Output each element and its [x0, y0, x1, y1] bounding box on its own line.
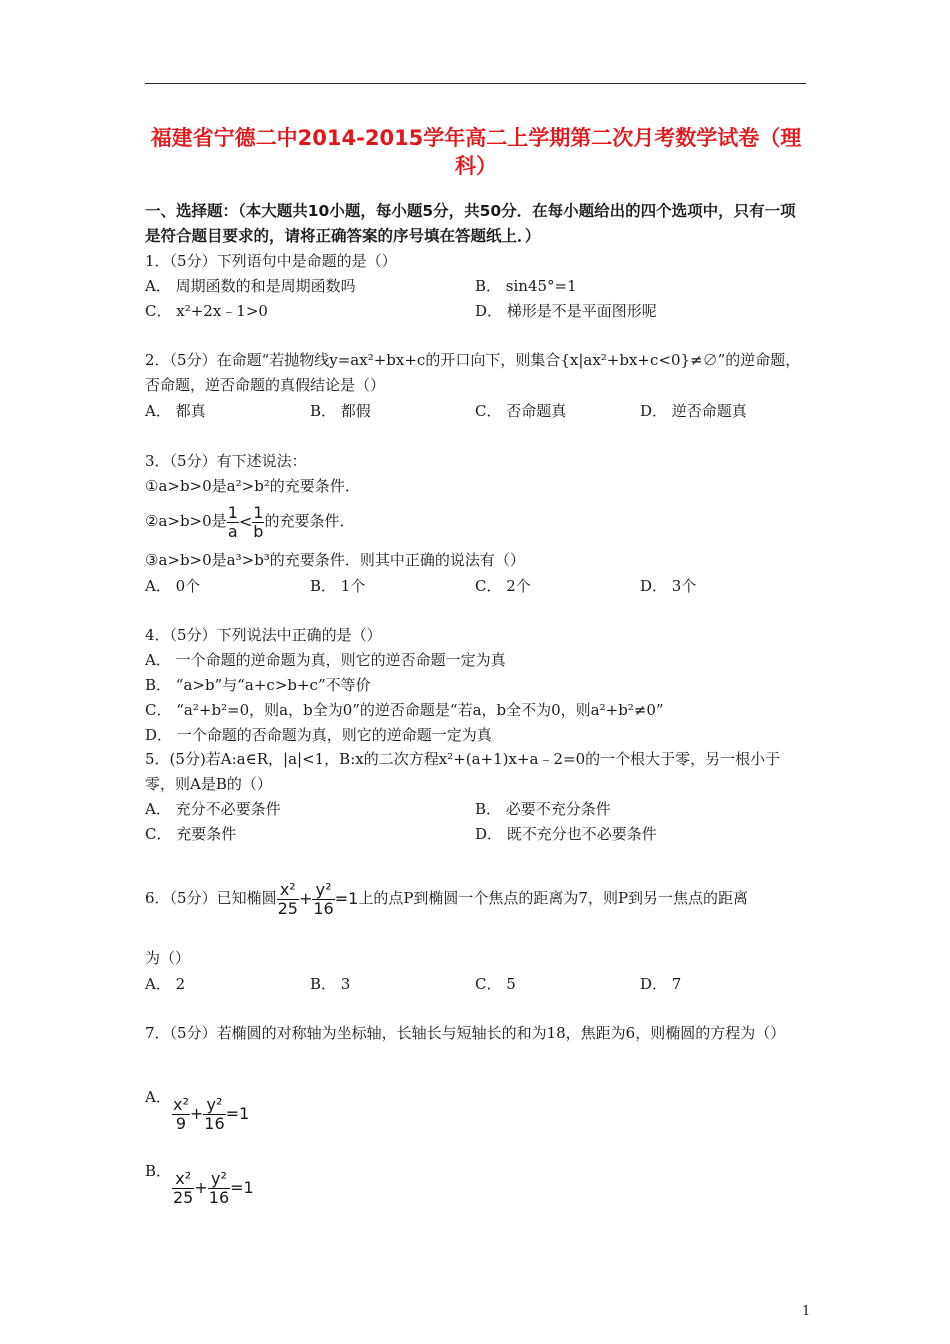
q6-stem-suffix: 上的点P到椭圆一个焦点的距离为7，则P到另一焦点的距离 [358, 889, 749, 907]
fraction-denominator: 25 [277, 898, 298, 918]
fraction-denominator: 16 [313, 898, 334, 918]
fraction-denominator: 16 [204, 1113, 225, 1133]
q2-option-b: B． 都假 [310, 402, 371, 420]
plus-symbol: + [298, 889, 313, 908]
q3-statement-2-suffix: 的充要条件． [264, 512, 355, 530]
q3-option-b: B． 1个 [310, 577, 366, 595]
fraction-x-squared-over-25 [172, 1170, 194, 1207]
fraction-denominator: 9 [172, 1114, 190, 1133]
fraction-1-over-b [252, 504, 264, 541]
q3-option-a: A． 0个 [145, 577, 201, 595]
fraction-numerator: 1 [227, 502, 238, 522]
equals-one: =1 [334, 889, 359, 908]
fraction-numerator: x² [279, 879, 296, 899]
q7-stem: 7．（5分）若椭圆的对称轴为坐标轴，长轴长与短轴长的和为18，焦距为6，则椭圆的方程为（） [145, 1024, 786, 1042]
q6-stem-prefix: 6．（5分）已知椭圆 [145, 889, 277, 907]
page-number: 1 [802, 1304, 811, 1319]
q2-stem: 2．（5分）在命题“若抛物线y=ax²+bx+c的开口向下，则集合{x|ax²+bx+c<0}≠∅”的逆命题，否命题，逆否命题的真假结论是（） [145, 351, 801, 394]
q5-option-b: B． 必要不充分条件 [475, 800, 611, 818]
q6-option-c: C． 5 [475, 975, 516, 993]
plus-symbol: + [194, 1178, 208, 1197]
fraction-y-squared-over-16 [208, 1170, 230, 1207]
section-heading: 一、选择题：（本大题共10小题，每小题5分，共50分．在每小题给出的四个选项中，只有一项是符合题目要求的，请将正确答案的序号填在答题纸上．） [145, 202, 796, 245]
q5-stem: 5．(5分)若A:a∈R，|a|<1，B:x的二次方程x²+(a+1)x+a﹣2=0的一个根大于零，另一根小于零，则A是B的（） [145, 750, 781, 793]
page-title: 福建省宁德二中2014-2015学年高二上学期第二次月考数学试卷（理科） [150, 126, 802, 178]
q1-option-c: C． x²+2x﹣1>0 [145, 302, 268, 320]
fraction-denominator: b [253, 521, 264, 541]
q3-statement-2 [145, 502, 354, 541]
ellipse-fraction-y [312, 881, 334, 918]
q3-option-d: D． 3个 [640, 577, 697, 595]
q6-option-d: D． 7 [640, 975, 682, 993]
plus-symbol: + [189, 1104, 204, 1123]
q7-option-a-formula [172, 1093, 249, 1134]
q3-statement-3: ③a>b>0是a³>b³的充要条件．则其中正确的说法有（） [145, 551, 525, 569]
fraction-numerator: x² [175, 1168, 192, 1188]
q3-option-c: C． 2个 [475, 577, 531, 595]
fraction-numerator: y² [211, 1168, 227, 1188]
q7-option-b-label: B． [145, 1162, 172, 1180]
ellipse-fraction-x [277, 881, 299, 918]
q5-option-d: D． 既不充分也不必要条件 [475, 825, 657, 843]
less-than-symbol: < [238, 512, 253, 531]
fraction-numerator: 1 [253, 502, 264, 522]
fraction-1-over-a [227, 504, 239, 541]
q1-option-d: D． 梯形是不是平面图形呢 [475, 302, 657, 320]
q4-option-b: B． “a>b”与“a+c>b+c”不等价 [145, 676, 371, 694]
q7-option-a-label: A． [145, 1088, 171, 1106]
q1-option-a: A． 周期函数的和是周期函数吗 [145, 277, 356, 295]
fraction-denominator: 16 [208, 1187, 230, 1207]
q5-option-c: C． 充要条件 [145, 825, 237, 843]
fraction-numerator: x² [173, 1094, 189, 1114]
q6-option-b: B． 3 [310, 975, 351, 993]
q5-option-a: A． 充分不必要条件 [145, 800, 281, 818]
q2-option-d: D． 逆否命题真 [640, 402, 747, 420]
q4-option-a: A． 一个命题的逆命题为真，则它的逆否命题一定为真 [145, 651, 506, 669]
fraction-denominator: a [227, 521, 238, 541]
fraction-denominator: 25 [173, 1187, 194, 1207]
header-rule [145, 83, 806, 84]
q6-stem [145, 878, 748, 919]
q3-statement-2-prefix: ②a>b>0是 [145, 512, 227, 530]
fraction-x-squared-over-9 [172, 1096, 190, 1133]
q2-option-c: C． 否命题真 [475, 402, 567, 420]
q4-option-d: D． 一个命题的否命题为真，则它的逆命题一定为真 [145, 726, 492, 744]
q6-option-a: A． 2 [145, 975, 186, 993]
fraction-numerator: y² [315, 879, 332, 899]
q3-statement-1: ①a>b>0是a²>b²的充要条件． [145, 477, 360, 495]
q6-stem-continuation: 为（） [145, 949, 191, 967]
q3-stem: 3．（5分）有下述说法： [145, 452, 307, 470]
equals-one: =1 [230, 1178, 254, 1197]
q2-option-a: A． 都真 [145, 402, 206, 420]
q4-option-c: C． “a²+b²=0，则a，b全为0”的逆否命题是“若a，b全不为0，则a²+b²≠0” [145, 701, 664, 719]
q4-stem: 4．（5分）下列说法中正确的是（） [145, 626, 382, 644]
fraction-numerator: y² [206, 1094, 223, 1114]
q7-option-b-formula [172, 1167, 254, 1208]
q1-stem: 1．（5分）下列语句中是命题的是（） [145, 252, 397, 270]
fraction-y-squared-over-16 [203, 1096, 225, 1133]
equals-one: =1 [225, 1104, 250, 1123]
q1-option-b: B． sin45°=1 [475, 277, 577, 295]
